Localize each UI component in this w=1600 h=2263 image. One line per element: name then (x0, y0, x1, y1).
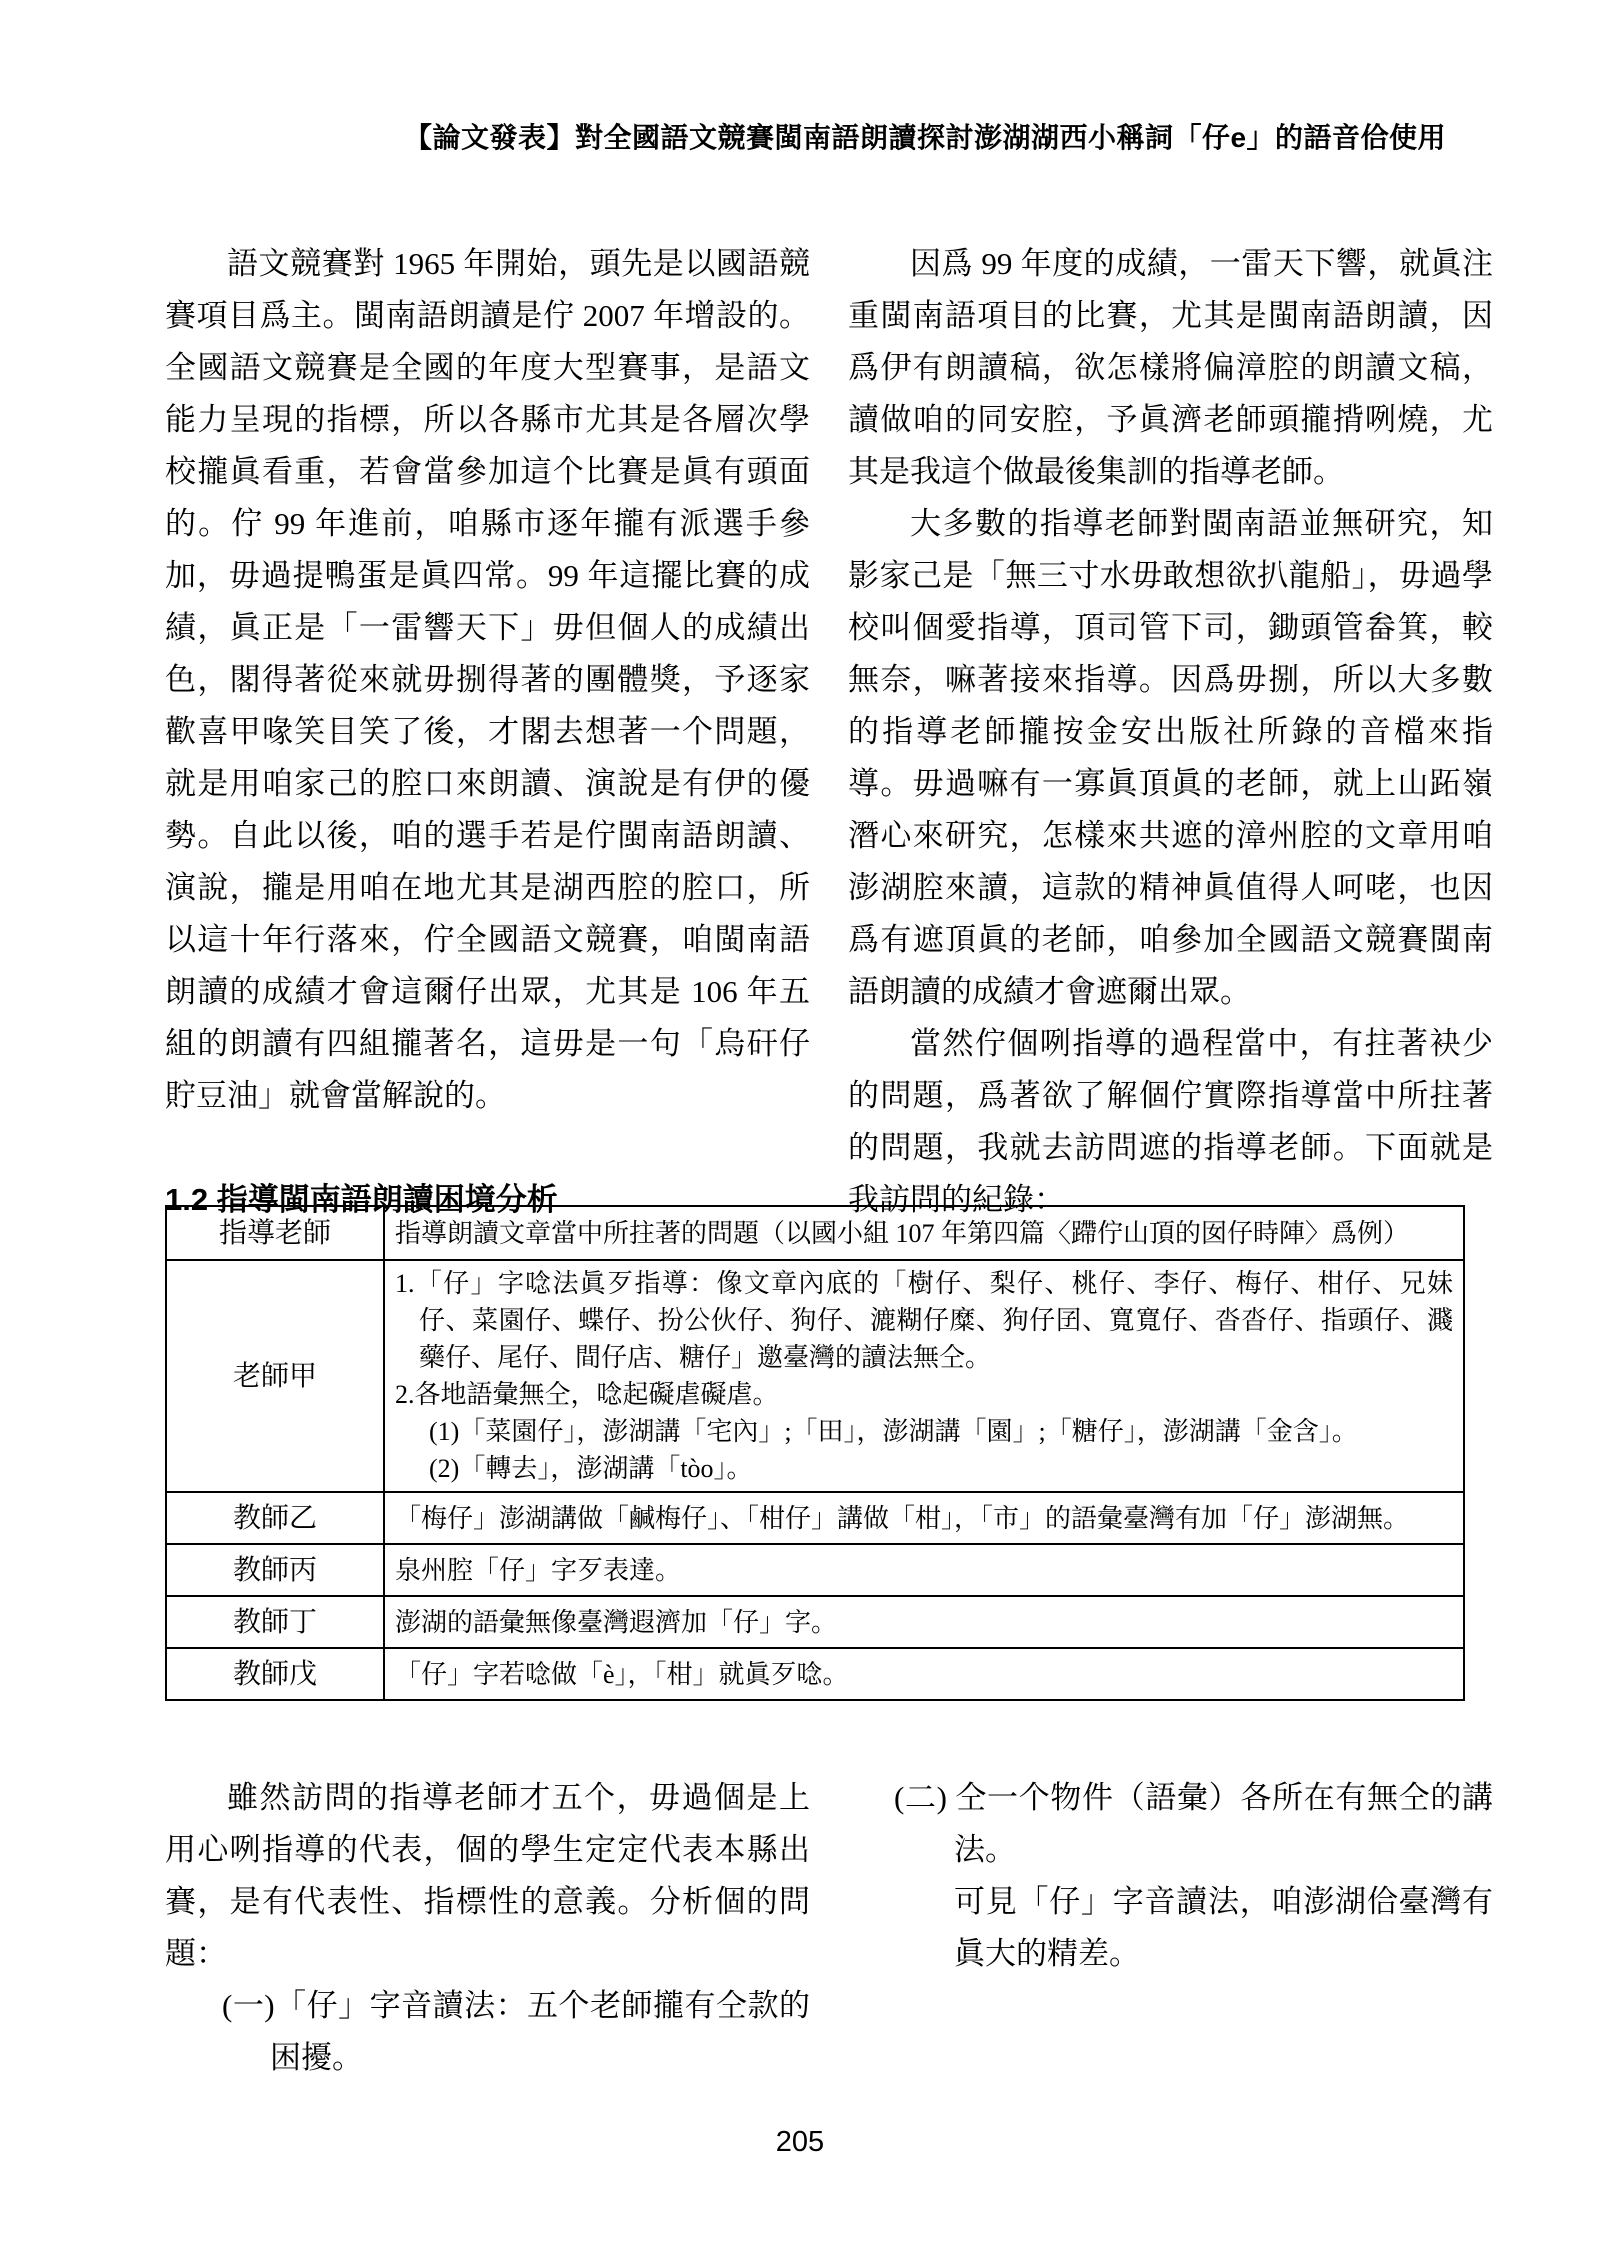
conclusion-paragraph: 雖然訪問的指導老師才五个，毋過個是上用心咧指導的代表，個的學生定定代表本縣出賽，是有代表性、指標性的意義。分析個的問題： (165, 1780, 810, 1971)
table-cell-teacher-b: 教師乙 (166, 1492, 384, 1544)
table-cell-teacher-e: 教師戊 (166, 1648, 384, 1700)
table-header-problem: 指導朗讀文章當中所拄著的問題（以國小組 107 年第四篇〈蹛佇山頂的囡仔時陣〉爲例） (384, 1206, 1464, 1260)
table-row (166, 1648, 1464, 1700)
right-column-paragraph-2: 大多數的指導老師對閩南語並無研究，知影家己是「無三寸水毋敢想欲扒龍船」，毋過學校叫個愛指導，頂司管下司，鋤頭管畚箕，較無奈，嘛著接來指導。因爲毋捌，所以大多數的指導老師攏按金安出版社所錄的音檔來指導。毋過嘛有一寡眞頂眞的老師，就上山跖嶺潛心來研究，怎樣來共遮的漳州腔的文章用咱澎湖腔來讀，這款的精神眞值得人呵咾，也因爲有遮頂眞的老師，咱參加全國語文競賽閩南語朗讀的成績才會遮爾出眾。 (848, 506, 1493, 1009)
table-cell-problem-e: 「仔」字若唸做「è」，「柑」就眞歹唸。 (384, 1648, 1464, 1700)
teacher-a-point-2: 2.各地語彙無仝，唸起礙虐礙虐。 (395, 1380, 779, 1409)
table-row (166, 1492, 1464, 1544)
left-column-paragraph: 語文競賽對 1965 年開始，頭先是以國語競賽項目爲主。閩南語朗讀是佇 2007 年增設的。全國語文競賽是全國的年度大型賽事，是語文能力呈現的指標，所以各縣市尤其是各層次學校攏眞看重，若會當參加這个比賽是眞有頭面的。佇 99 年進前，咱縣市逐年攏有派選手參加，毋過提鴨蛋是眞四常。99 年這擺比賽的成績，眞正是「一雷響天下」毋但個人的成績出色，閣得著從來就毋捌得著的團體獎，予逐家歡喜甲喙笑目笑了後，才閣去想著一个問題，就是用咱家己的腔口來朗讀、演說是有伊的優勢。自此以後，咱的選手若是佇閩南語朗讀、演說，攏是用咱在地尤其是湖西腔的腔口，所以這十年行落來，佇全國語文競賽，咱閩南語朗讀的成績才會這爾仔出眾，尤其是 106 年五組的朗讀有四組攏著名，這毋是一句「烏矸仔貯豆油」就會當解說的。 (165, 246, 810, 1113)
table-row (166, 1596, 1464, 1648)
table-header-teacher: 指導老師 (166, 1206, 384, 1260)
table-cell-problem-c: 泉州腔「仔」字歹表達。 (384, 1544, 1464, 1596)
teacher-a-point-2-2: (2)「轉去」，澎湖講「tòo」。 (429, 1454, 753, 1483)
right-column (848, 238, 1493, 1226)
left-column (165, 238, 810, 1219)
right-column-paragraph-3: 當然佇個咧指導的過程當中，有拄著袂少的問題，爲著欲了解個佇實際指導當中所拄著的問題，我就去訪問遮的指導老師。下面就是我訪問的紀錄： (848, 1026, 1493, 1217)
table-cell-teacher-d: 教師丁 (166, 1596, 384, 1648)
table-cell-teacher-a: 老師甲 (166, 1260, 384, 1492)
table-row (166, 1260, 1464, 1492)
interview-table (165, 1205, 1465, 1701)
analysis-item-2: (二) 仝一个物件（語彙）各所在有無仝的講法。 (894, 1780, 1493, 1867)
table-cell-problem-a (384, 1260, 1464, 1492)
page-header-title: 【論文發表】對全國語文競賽閩南語朗讀探討澎湖湖西小稱詞「仔e」的語音佮使用 (403, 122, 1447, 153)
right-column-paragraph-1: 因爲 99 年度的成績，一雷天下響，就眞注重閩南語項目的比賽，尤其是閩南語朗讀，因爲伊有朗讀稿，欲怎樣將偏漳腔的朗讀文稿，讀做咱的同安腔，予眞濟老師頭攏揹咧燒，尤其是我這个做最後集訓的指導老師。 (848, 246, 1493, 489)
table-cell-problem-d: 澎湖的語彙無像臺灣遐濟加「仔」字。 (384, 1596, 1464, 1648)
table-cell-teacher-c: 教師丙 (166, 1544, 384, 1596)
teacher-a-point-2-1: (1)「菜園仔」，澎湖講「宅內」;「田」，澎湖講「園」;「糖仔」，澎湖講「金含」。 (429, 1417, 1358, 1446)
table-header-row (166, 1206, 1464, 1260)
bottom-left-column (165, 1772, 810, 2084)
section-heading-1-2: 1.2 指導閩南語朗讀困境分析 (165, 1182, 558, 1217)
table-row (166, 1544, 1464, 1596)
analysis-note: 可見「仔」字音讀法，咱澎湖佮臺灣有眞大的精差。 (954, 1884, 1493, 1971)
table-cell-problem-b: 「梅仔」澎湖講做「鹹梅仔」、「柑仔」講做「柑」，「市」的語彙臺灣有加「仔」澎湖無。 (384, 1492, 1464, 1544)
page-number: 205 (775, 2126, 825, 2158)
teacher-a-point-1: 1.「仔」字唸法眞歹指導：像文章內底的「樹仔、梨仔、桃仔、李仔、梅仔、柑仔、兄妹仔、菜園仔、蝶仔、扮公伙仔、狗仔、漉糊仔糜、狗仔囝、寬寬仔、沓沓仔、指頭仔、濺藥仔、尾仔、間仔店、糖仔」邀臺灣的讀法無仝。 (395, 1269, 1453, 1372)
bottom-right-column (848, 1772, 1493, 1980)
analysis-item-1: (一)「仔」字音讀法：五个老師攏有仝款的困擾。 (222, 1988, 810, 2075)
